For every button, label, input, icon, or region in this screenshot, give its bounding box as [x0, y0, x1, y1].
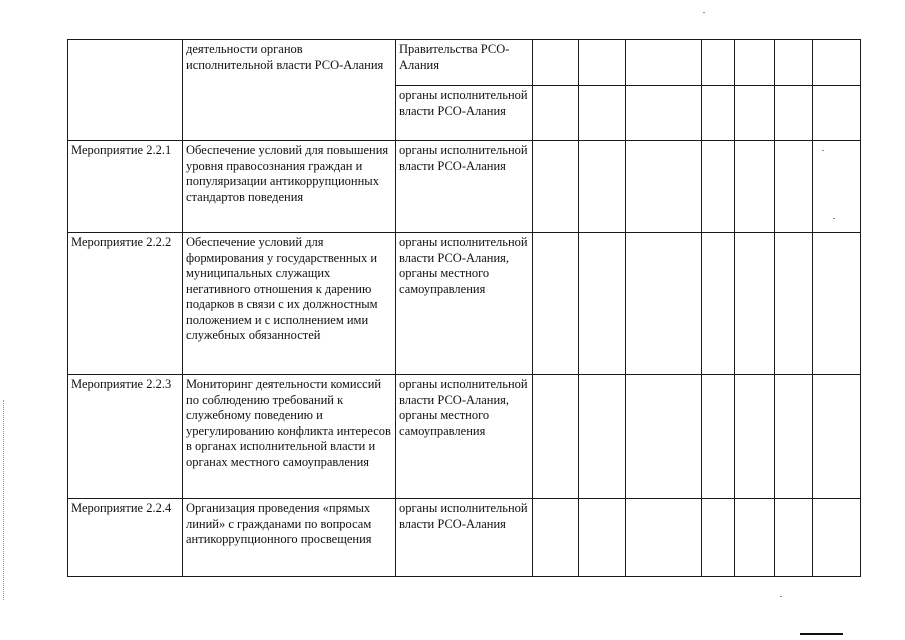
- empty-cell: [775, 499, 813, 577]
- empty-cell: [735, 86, 775, 141]
- empty-cell: [813, 499, 861, 577]
- empty-cell: [702, 141, 735, 233]
- table-row: [68, 141, 861, 233]
- page-edge-mark: [800, 633, 843, 635]
- table-row: [68, 233, 861, 375]
- empty-cell: [533, 86, 579, 141]
- scan-speck: [780, 596, 782, 597]
- empty-cell: [626, 40, 702, 86]
- empty-cell: [735, 499, 775, 577]
- executor-cell: органы исполнительной власти РСО-Алания, органы местного самоуправления: [396, 233, 533, 375]
- empty-cell: [626, 141, 702, 233]
- empty-cell: [702, 499, 735, 577]
- measures-table: [67, 39, 861, 577]
- empty-cell: [579, 375, 626, 499]
- empty-cell: [626, 375, 702, 499]
- scan-speck: [703, 12, 705, 13]
- empty-cell: [702, 86, 735, 141]
- empty-cell: [626, 233, 702, 375]
- empty-cell: [533, 375, 579, 499]
- margin-scan-artifact: [3, 400, 5, 600]
- measure-description-cell: Обеспечение условий для повышения уровня правосознания граждан и популяризации антикоррупционных стандартов поведения: [183, 141, 396, 233]
- measure-description-cell: деятельности органов исполнительной власти РСО-Алания: [183, 40, 396, 141]
- measure-id-cell: Мероприятие 2.2.3: [68, 375, 183, 499]
- empty-cell: [579, 141, 626, 233]
- empty-cell: [579, 499, 626, 577]
- empty-cell: [626, 499, 702, 577]
- measure-id-cell: Мероприятие 2.2.4: [68, 499, 183, 577]
- empty-cell: [735, 233, 775, 375]
- table-row: [68, 499, 861, 577]
- empty-cell: [702, 233, 735, 375]
- measure-description-cell: Организация проведения «прямых линий» с гражданами по вопросам антикоррупционного просвещения: [183, 499, 396, 577]
- empty-cell: [775, 40, 813, 86]
- empty-cell: [702, 375, 735, 499]
- empty-cell: [735, 141, 775, 233]
- table-row: [68, 375, 861, 499]
- empty-cell: [813, 141, 861, 233]
- empty-cell: [579, 233, 626, 375]
- measure-id-cell: Мероприятие 2.2.1: [68, 141, 183, 233]
- measure-id-cell: Мероприятие 2.2.2: [68, 233, 183, 375]
- empty-cell: [735, 40, 775, 86]
- measure-id-cell: [68, 40, 183, 141]
- empty-cell: [579, 40, 626, 86]
- empty-cell: [702, 40, 735, 86]
- empty-cell: [813, 233, 861, 375]
- empty-cell: [735, 375, 775, 499]
- empty-cell: [775, 375, 813, 499]
- executor-cell: Правительства РСО-Алания: [396, 40, 533, 86]
- empty-cell: [579, 86, 626, 141]
- empty-cell: [813, 40, 861, 86]
- empty-cell: [775, 233, 813, 375]
- empty-cell: [775, 86, 813, 141]
- executor-cell: органы исполнительной власти РСО-Алания: [396, 499, 533, 577]
- table-row: [68, 40, 861, 86]
- executor-cell: органы исполнительной власти РСО-Алания, органы местного самоуправления: [396, 375, 533, 499]
- empty-cell: [813, 86, 861, 141]
- empty-cell: [533, 40, 579, 86]
- measure-description-cell: Мониторинг деятельности комиссий по соблюдению требований к служебному поведению и урегулированию конфликта интересов в органах исполнительной власти и органах местного самоуправления: [183, 375, 396, 499]
- empty-cell: [775, 141, 813, 233]
- empty-cell: [533, 141, 579, 233]
- measure-description-cell: Обеспечение условий для формирования у государственных и муниципальных служащих негативного отношения к дарению подарков в связи с их должностным положением и с исполнением ими служебных обязанностей: [183, 233, 396, 375]
- empty-cell: [626, 86, 702, 141]
- executor-cell: органы исполнительной власти РСО-Алания: [396, 141, 533, 233]
- empty-cell: [533, 233, 579, 375]
- empty-cell: [813, 375, 861, 499]
- empty-cell: [533, 499, 579, 577]
- executor-cell: органы исполнительной власти РСО-Алания: [396, 86, 533, 141]
